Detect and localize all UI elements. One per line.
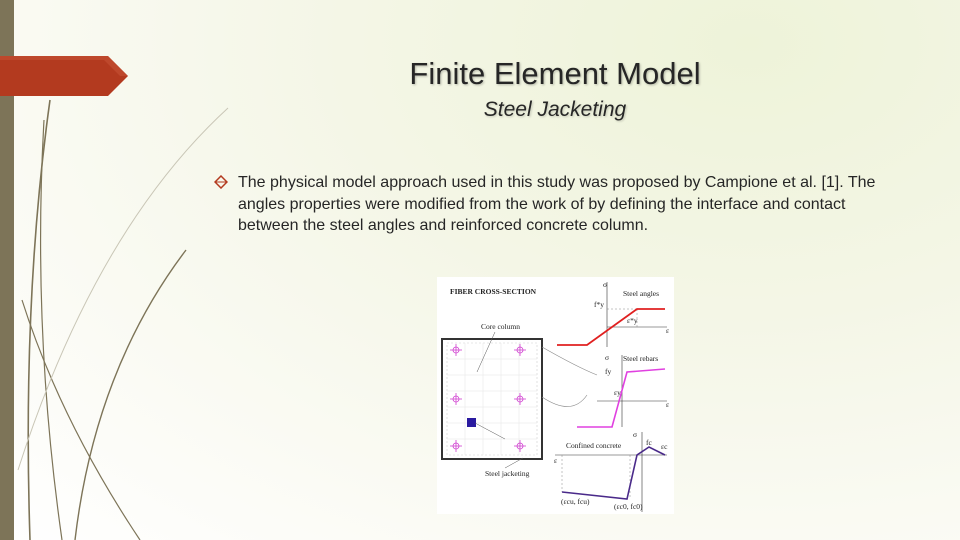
svg-text:σ: σ [605,353,610,362]
steel-angles-graph [557,280,669,347]
svg-text:ε: ε [666,326,670,335]
svg-text:fc: fc [646,438,652,447]
fiber-cross-section-figure [437,277,674,514]
svg-text:(εc0, fc0): (εc0, fc0) [614,502,643,511]
slide-subtitle: Steel Jacketing [483,98,627,121]
svg-text:Steel angles: Steel angles [623,289,660,298]
diamond-bullet-icon [214,172,238,237]
svg-text:ε: ε [666,400,670,409]
svg-text:Steel rebars: Steel rebars [623,354,659,363]
svg-text:Confined concrete: Confined concrete [566,441,622,450]
steel-rebars-graph [577,353,669,427]
svg-text:f*y: f*y [594,300,604,309]
bullet-text: The physical model approach used in this study was proposed by Campione et al. [1]. The angles properties were modified from the work of by defining the interface and contact between the steel angles and reinforced concrete column. [238,174,876,234]
column-cross-section [442,339,542,459]
svg-text:ε*y: ε*y [627,316,638,325]
steel-jacketing-label: Steel jacketing [485,469,530,478]
svg-text:fy: fy [605,367,612,376]
figure-heading: FIBER CROSS-SECTION [450,287,537,296]
svg-text:εy: εy [614,388,621,397]
slide-title: Finite Element Model [409,56,701,91]
core-column-label: Core column [481,322,520,331]
svg-text:σ: σ [603,280,608,289]
bullet-item [214,172,914,237]
svg-text:σ: σ [633,430,638,439]
svg-text:εc: εc [661,442,668,451]
svg-text:ε: ε [554,456,558,465]
svg-text:(εcu, fcu): (εcu, fcu) [561,497,590,506]
confined-concrete-graph [554,430,668,512]
